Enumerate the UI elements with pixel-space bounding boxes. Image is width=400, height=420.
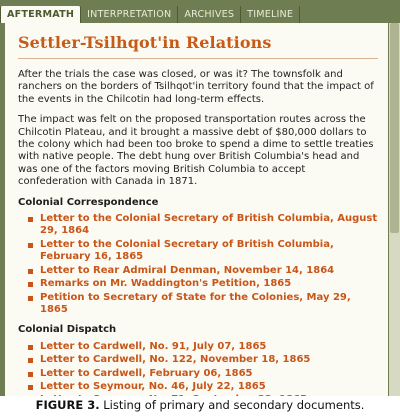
colonial-correspondence-list [18, 213, 378, 316]
scrollbar-thumb[interactable] [390, 23, 399, 233]
tab-bar [0, 6, 300, 23]
section-heading-colonial-dispatch: Colonial Dispatch [18, 324, 117, 336]
section-heading-colonial-correspondence: Colonial Correspondence [18, 196, 159, 208]
figure-caption-text: Listing of primary and secondary documents. [99, 398, 365, 412]
document-link[interactable]: Remarks on Mr. Waddington's Petition, 1865 [40, 278, 378, 290]
figure-label: FIGURE 3. [35, 398, 100, 412]
tab-archives[interactable]: ARCHIVES [178, 6, 241, 23]
document-link[interactable]: Letter to Seymour, No. 46, July 22, 1865 [40, 381, 378, 393]
document-link[interactable]: Letter to the Colonial Secretary of British Columbia, February 16, 1865 [40, 239, 378, 264]
document-link[interactable]: Letter to Cardwell, No. 122, November 18, 1865 [40, 354, 378, 366]
document-link[interactable]: Petition to Secretary of State for the Colonies, May 29, 1865 [40, 292, 378, 317]
impact-paragraph: The impact was felt on the proposed transportation routes across the Chilcotin Plateau, and it brought a massive debt of $80,000 dollars to the colony which had been too broke to spend a dime to settle treaties with native people. The debt hung over British Columbia's head and was one of the factors moving British Columbia to accept confederation with Canada in 1871. [18, 114, 374, 188]
title-divider [18, 58, 378, 59]
page-title: Settler-Tsilhqot'in Relations [18, 33, 272, 52]
content-body [5, 23, 388, 396]
document-link[interactable]: Letter to the Colonial Secretary of British Columbia, August 29, 1864 [40, 213, 378, 237]
colonial-dispatch-list [18, 341, 378, 396]
tab-timeline[interactable]: TIMELINE [241, 6, 300, 23]
intro-paragraph: After the trials the case was closed, or was it? The townsfolk and ranchers on the borders of Tsilhqot'in territory found that the impact of the events in the Chilcotin had long-term effects. [18, 69, 374, 105]
tab-interpretation[interactable]: INTERPRETATION [81, 6, 178, 23]
document-link[interactable]: Letter to Rear Admiral Denman, November 14, 1864 [40, 265, 378, 277]
vertical-scrollbar[interactable] [389, 23, 400, 396]
content-panel [5, 23, 388, 396]
document-link[interactable] [40, 394, 378, 396]
tab-aftermath[interactable]: AFTERMATH [0, 6, 81, 23]
figure-caption [0, 398, 400, 412]
document-link[interactable]: Letter to Cardwell, No. 91, July 07, 1865 [40, 341, 378, 353]
document-link[interactable]: Letter to Cardwell, February 06, 1865 [40, 368, 378, 380]
